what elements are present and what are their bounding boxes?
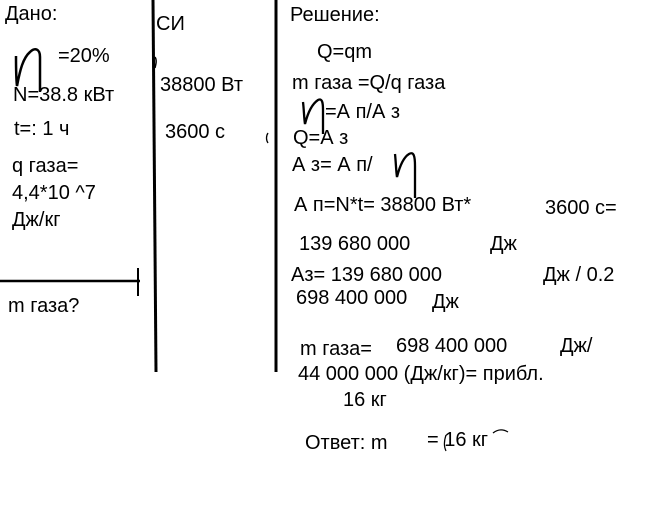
solution-line-10-unit: Дж/ — [560, 335, 593, 357]
given-specific-heat-label: q газа= — [12, 155, 79, 177]
answer-prefix: Ответ: m — [305, 432, 388, 454]
solution-line-2: m газа =Q/q газа — [292, 72, 446, 94]
left-column-divider — [153, 0, 156, 372]
edge-mark — [267, 133, 269, 143]
si-title: СИ — [156, 13, 185, 35]
solution-line-4: Q=А з — [293, 127, 349, 149]
solution-line-12: 16 кг — [343, 389, 387, 411]
given-power: N=38.8 кВт — [13, 84, 115, 106]
solution-line-3: =А п/А з — [325, 101, 401, 123]
find-mass: m газа? — [8, 295, 80, 317]
given-efficiency: =20% — [58, 45, 110, 67]
solution-line-6: А п=N*t= 38800 Вт* — [294, 194, 472, 216]
solution-line-6-continuation: 3600 с= — [545, 197, 617, 219]
solution-line-11: 44 000 000 (Дж/кг)= прибл. — [298, 363, 544, 385]
answer-value: = 16 кг — [427, 429, 489, 451]
given-specific-heat-unit: Дж/кг — [12, 209, 61, 231]
si-pencil-mark — [155, 57, 156, 68]
solution-title: Решение: — [290, 4, 380, 26]
solution-line-10-label: m газа= — [300, 338, 372, 360]
solution-line-7: 139 680 000 — [299, 233, 411, 255]
solution-line-7-unit: Дж — [490, 233, 517, 255]
solution-line-5: А з= А п/ — [292, 154, 373, 176]
solution-line-8: Аз= 139 680 000 — [291, 264, 442, 286]
solution-line-1: Q=qm — [317, 41, 373, 63]
answer-stray-mark — [493, 430, 508, 433]
eta-symbol-solution-2 — [395, 153, 415, 198]
solution-line-9: 698 400 000 — [296, 287, 408, 309]
solution-line-9-unit: Дж — [432, 291, 459, 313]
given-title: Дано: — [5, 3, 58, 25]
solution-line-8-unit: Дж / 0.2 — [543, 264, 615, 286]
given-specific-heat-value: 4,4*10 ^7 — [12, 182, 96, 204]
given-time: t=: 1 ч — [14, 118, 70, 140]
si-power: 38800 Вт — [160, 74, 244, 96]
solution-line-10-value: 698 400 000 — [396, 335, 508, 357]
si-time: 3600 с — [165, 121, 226, 143]
